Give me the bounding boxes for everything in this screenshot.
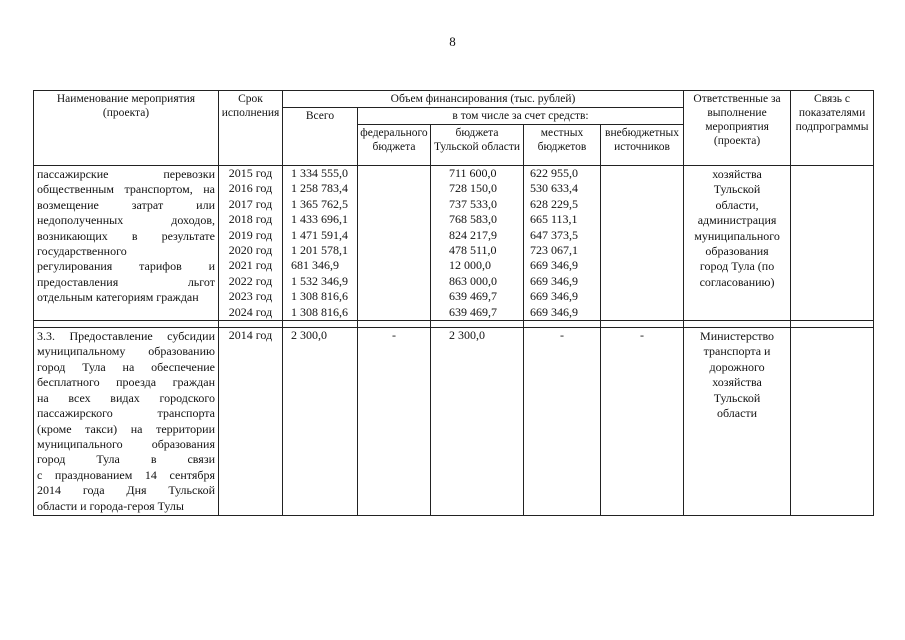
total-value: 1 532 346,9 — [291, 273, 348, 288]
name-line: город Тула в связи — [37, 452, 215, 467]
federal-cell — [358, 166, 431, 321]
region-value: 728 150,0 — [449, 181, 497, 196]
local-value: 669 346,9 — [530, 289, 578, 304]
region-value: 711 600,0 — [449, 166, 497, 180]
table-spacer-row — [34, 321, 874, 328]
year-value: 2015 год — [228, 166, 273, 180]
name-line: общественным транспортом, на — [37, 182, 215, 197]
name-line: 2014 года Дня Тульской — [37, 483, 215, 498]
year-value: 2017 год — [228, 196, 273, 211]
total-cell — [283, 166, 358, 321]
responsible-line: Тульской — [713, 390, 761, 405]
header-extra: внебюджетных источников — [601, 125, 684, 166]
region-value: 639 469,7 — [449, 304, 497, 319]
name-line: 3.3. Предоставление субсидии — [37, 329, 215, 344]
year-value: 2019 год — [228, 227, 273, 242]
responsible-line: согласованию) — [699, 274, 775, 289]
name-line: предоставления льгот — [37, 274, 215, 289]
name-line: недополученных доходов, — [37, 213, 215, 228]
local-value: 669 346,9 — [530, 304, 578, 319]
region-value: 478 511,0 — [449, 243, 497, 258]
local-value: 628 229,5 — [530, 196, 578, 211]
responsible-line: образования — [705, 244, 769, 259]
name-line: муниципального образования — [37, 436, 215, 451]
local-value: 647 373,5 — [530, 227, 578, 242]
measure-name-cell — [34, 328, 219, 516]
local-value: 665 113,1 — [530, 212, 578, 227]
header-link: Связь с показателями подпрограммы — [791, 91, 874, 166]
page-number: 8 — [449, 34, 456, 49]
responsible-cell — [684, 328, 791, 516]
name-line: государственного — [37, 244, 127, 259]
link-cell — [791, 328, 874, 516]
link-cell — [791, 166, 874, 321]
header-row-1 — [34, 91, 874, 108]
name-line: пассажирские перевозки — [37, 167, 215, 181]
extra-cell — [601, 166, 684, 321]
total-value: 1 308 816,6 — [291, 304, 348, 319]
responsible-line: Министерство — [700, 329, 775, 344]
region-value: 824 217,9 — [449, 227, 497, 242]
name-line: регулирования тарифов и — [37, 259, 215, 274]
header-term: Срок исполнения — [219, 91, 283, 166]
total-value: 1 201 578,1 — [291, 243, 348, 258]
name-line: области и города-героя Тулы — [37, 498, 184, 513]
header-responsible: Ответственные за выполнение мероприятия (проекта) — [684, 91, 791, 166]
total-value: 1 308 816,6 — [291, 289, 348, 304]
year-value: 2021 год — [228, 258, 273, 273]
responsible-line: Тульской — [713, 182, 761, 197]
responsible-line: хозяйства — [712, 167, 762, 181]
funding-table — [33, 90, 874, 516]
local-value: 622 955,0 — [530, 166, 578, 180]
name-line: (кроме такси) на территории — [37, 421, 215, 436]
federal-cell — [358, 328, 431, 516]
year-value: 2018 год — [228, 212, 273, 227]
name-line: на всех видах городского — [37, 390, 215, 405]
extra-cell — [601, 328, 684, 516]
total-value: 681 346,9 — [291, 258, 339, 273]
years-cell — [219, 166, 283, 321]
header-including: в том числе за счет средств: — [358, 108, 684, 125]
name-line: возникающих в результате — [37, 228, 215, 243]
year-cell — [219, 328, 283, 516]
responsible-line: транспорта и — [703, 344, 771, 359]
total-value: 1 471 591,4 — [291, 227, 348, 242]
name-line: муниципальному образованию — [37, 344, 215, 359]
name-line: отдельным категориям граждан — [37, 290, 199, 305]
name-line: возмещение затрат или — [37, 197, 215, 212]
header-region: бюджета Тульской области — [431, 125, 524, 166]
header-name: Наименование мероприятия (проекта) — [34, 91, 219, 166]
responsible-line: области, — [715, 197, 759, 212]
name-line: с празднованием 14 сентября — [37, 467, 215, 482]
table-row-subsidy — [34, 328, 874, 516]
header-total: Всего — [283, 108, 358, 166]
year-value: 2016 год — [228, 181, 273, 196]
year-value: 2014 год — [228, 328, 273, 343]
responsible-line: администрация — [697, 213, 777, 228]
year-value: 2024 год — [228, 304, 273, 319]
year-value: 2022 год — [228, 273, 273, 288]
region-cell — [431, 166, 524, 321]
measure-name-cell — [34, 166, 219, 321]
total-value: 1 433 696,1 — [291, 212, 348, 227]
region-value: 2 300,0 — [449, 328, 485, 343]
region-value: 863 000,0 — [449, 273, 497, 288]
name-line: пассажирского транспорта — [37, 406, 215, 421]
responsible-line: хозяйства — [712, 375, 762, 390]
total-cell — [283, 328, 358, 516]
total-value: 1 334 555,0 — [291, 166, 348, 180]
region-cell — [431, 328, 524, 516]
region-value: 737 533,0 — [449, 196, 497, 211]
header-local: местных бюджетов — [524, 125, 601, 166]
total-value: 1 258 783,4 — [291, 181, 348, 196]
region-value: 639 469,7 — [449, 289, 497, 304]
responsible-line: области — [716, 406, 758, 421]
total-value: 2 300,0 — [291, 328, 327, 343]
local-value: 530 633,4 — [530, 181, 578, 196]
responsible-line: город Тула (по — [699, 259, 775, 274]
responsible-line: дорожного — [709, 359, 765, 374]
extra-value: - — [640, 328, 645, 343]
federal-value: - — [392, 328, 396, 343]
table-row-transport — [34, 166, 874, 321]
local-cell — [524, 166, 601, 321]
local-value: 723 067,1 — [530, 243, 578, 258]
year-value: 2023 год — [228, 289, 273, 304]
responsible-line: муниципального — [694, 228, 780, 243]
header-funding: Объем финансирования (тыс. рублей) — [283, 91, 684, 108]
responsible-cell — [684, 166, 791, 321]
local-value: - — [560, 328, 564, 343]
name-line: город Тула на обеспечение — [37, 359, 215, 374]
region-value: 768 583,0 — [449, 212, 497, 227]
name-line: бесплатного проезда граждан — [37, 375, 215, 390]
total-value: 1 365 762,5 — [291, 196, 348, 211]
year-value: 2020 год — [228, 243, 273, 258]
header-federal: федерального бюджета — [358, 125, 431, 166]
local-cell — [524, 328, 601, 516]
region-value: 12 000,0 — [449, 258, 491, 273]
local-value: 669 346,9 — [530, 258, 578, 273]
local-value: 669 346,9 — [530, 273, 578, 288]
